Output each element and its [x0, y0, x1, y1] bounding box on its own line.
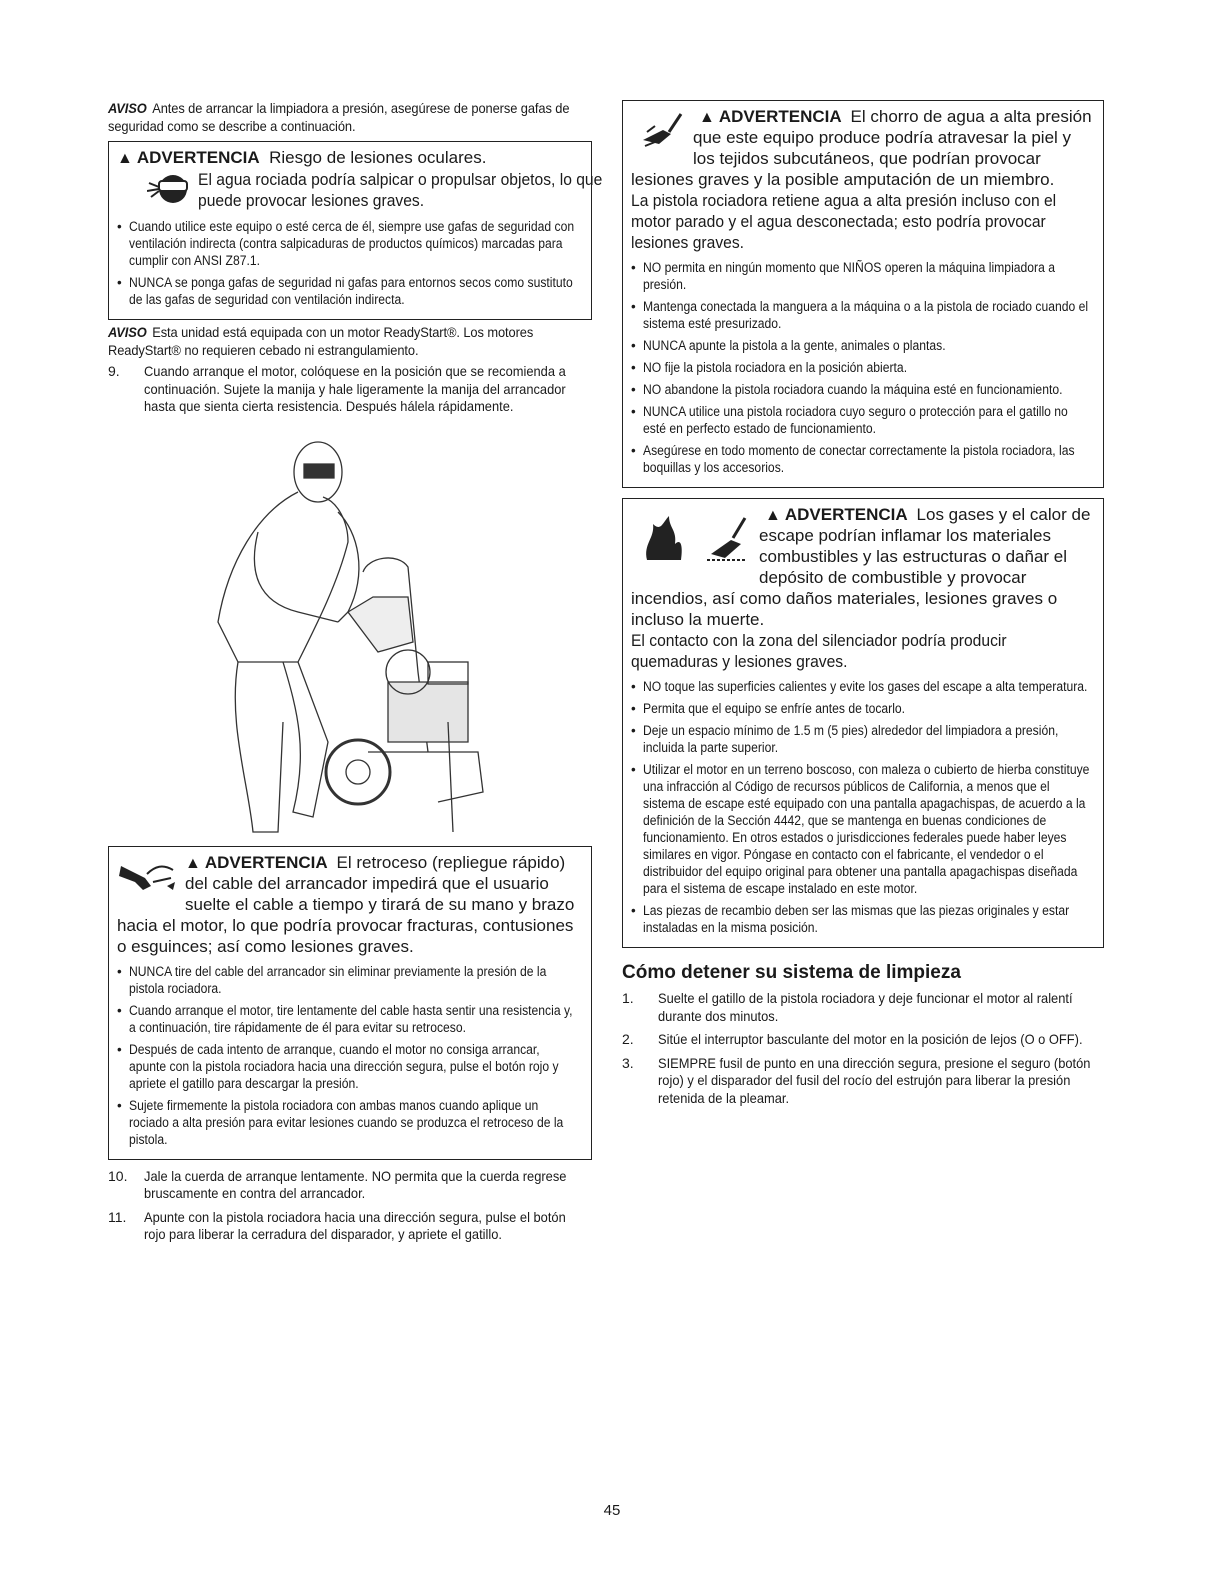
- list-item: • Después de cada intento de arranque, cuando el motor no consiga arrancar, apunte con la pistola rociadora hacia una dirección segura, pulse el botón rojo y apriete el gatillo para descargar la presión.: [117, 1041, 583, 1092]
- warning-title: ADVERTENCIA: [136, 148, 260, 167]
- list-item: 9. Cuando arranque el motor, colóquese en la posición que se recomienda a continuación. Sujete la manija y hale ligeramente la manija del arrancador hasta que sienta cierta resistencia. Después hálela rápidamente.: [108, 363, 566, 414]
- warning-box-eye-injury: [108, 141, 603, 320]
- warning-title: ADVERTENCIA: [204, 852, 328, 872]
- operator-starting-illustration: [108, 422, 592, 842]
- list-item: • Asegúrese en todo momento de conectar correctamente la pistola rociadora, las boquillas y los accesorios.: [631, 442, 1095, 476]
- aviso-goggles: [108, 100, 589, 135]
- aviso-label: AVISO: [108, 100, 147, 116]
- list-item: 10. Jale la cuerda de arranque lentamente. NO permita que la cuerda regrese bruscamente en contra del arrancador.: [108, 1167, 567, 1201]
- list-item: • NO toque las superficies calientes y evite los gases del escape a alta temperatura.: [631, 678, 1095, 695]
- warning-bullets: [631, 259, 1095, 476]
- aviso-label: AVISO: [108, 324, 147, 340]
- warning-triangle-icon: ▲: [185, 854, 201, 872]
- warning-triangle-icon: ▲: [699, 109, 715, 126]
- warning-body: El chorro de agua a alta presión que este equipo produce podría atravesar la piel y los tejidos subcutáneos, que podrían provocar lesiones graves y la posible amputación de un miembro.: [631, 107, 1092, 189]
- injection-hazard-icon: [641, 112, 685, 157]
- list-item: 1. Suelte el gatillo de la pistola rociadora y deje funcionar el motor al ralentí durante dos minutos.: [622, 990, 1073, 1024]
- list-item: • Las piezas de recambio deben ser las mismas que las piezas originales y estar instaladas en la misma posición.: [631, 902, 1095, 936]
- list-item: • Deje un espacio mínimo de 1.5 m (5 pies) alrededor del limpiadora a presión, incluida la parte superior.: [631, 722, 1095, 756]
- warning-title: ADVERTENCIA: [784, 505, 908, 524]
- left-column: [108, 100, 603, 1250]
- step-list: [108, 1168, 592, 1244]
- list-item: • NUNCA tire del cable del arrancador sin eliminar previamente la presión de la pistola rociadora.: [117, 963, 583, 997]
- hand-pull-icon: [117, 856, 177, 901]
- warning-triangle-icon: ▲: [117, 150, 133, 167]
- aviso-text: Esta unidad está equipada con un motor ReadyStart®. Los motores ReadyStart® no requieren cebado ni estrangulamiento.: [108, 324, 534, 358]
- warning-box-exhaust: [622, 498, 1104, 948]
- section-title: Cómo detener su sistema de limpieza: [622, 962, 961, 983]
- warning-box-high-pressure: [622, 100, 1104, 488]
- list-item: • Cuando utilice este equipo o esté cerca de él, siempre use gafas de seguridad con ventilación indirecta (contra salpicaduras de productos químicos) marcadas para cumplir con ANSI Z87.1.: [117, 218, 583, 269]
- right-column: [622, 100, 1104, 1113]
- aviso-readystart: [108, 324, 589, 359]
- warning-box-kickback: [108, 846, 592, 1160]
- aviso-text: Antes de arrancar la limpiadora a presión, asegúrese de ponerse gafas de seguridad como se describe a continuación.: [108, 100, 570, 134]
- list-item: • NUNCA apunte la pistola a la gente, animales o plantas.: [631, 337, 1095, 354]
- fire-and-burn-icons: [641, 514, 751, 569]
- list-item: 2. Sitúe el interruptor basculante del motor en la posición de lejos (O o OFF).: [622, 1031, 1083, 1047]
- goggles-icon: [147, 171, 191, 212]
- warning-headline: Riesgo de lesiones oculares.: [269, 148, 487, 167]
- step-list: [108, 363, 592, 416]
- page-number: 45: [603, 1502, 621, 1519]
- warning-body: El retroceso (repliegue rápido) del cable del arrancador impedirá que el usuario suelte el cable a tiempo y tirará de su mano y brazo hacia el motor, lo que podría provocar fracturas, contusiones o esguinces; así como lesiones graves.: [117, 852, 575, 956]
- warning-body: Los gases y el calor de escape podrían inflamar los materiales combustibles y las estructuras o dañar el depósito de combustible y provocar incendios, así como daños materiales, lesiones graves o incluso la muerte.: [631, 505, 1091, 629]
- list-item: • NUNCA se ponga gafas de seguridad ni gafas para entornos secos como sustituto de las gafas de seguridad con ventilación indirecta.: [117, 274, 583, 308]
- warning-bullets: [117, 963, 583, 1148]
- warning-triangle-icon: ▲: [765, 507, 781, 524]
- warning-body-2: La pistola rociadora retiene agua a alta presión incluso con el motor parado y el agua desconectada; esto podría provocar lesiones graves.: [631, 191, 1057, 252]
- warning-title: ADVERTENCIA: [718, 107, 842, 126]
- list-item: • Mantenga conectada la manguera a la máquina o a la pistola de rociado cuando el sistema esté presurizado.: [631, 298, 1095, 332]
- list-item: • Permita que el equipo se enfríe antes de tocarlo.: [631, 700, 1095, 717]
- stop-steps-list: [622, 990, 1104, 1107]
- list-item: • Utilizar el motor en un terreno boscoso, con maleza o cubierto de hierba constituye una infracción al Código de recursos públicos de California, a menos que el sistema de escape esté equipado con una pantalla apagachispas, de acuerdo a la definición de la Sección 4442, que se mantenga en buenas condiciones de funcionamiento. En otros estados o jurisdicciones federales puede haber leyes similares en vigor. Póngase en contacto con el fabricante, el vendedor o el distribuidor del equipo original para obtener una pantalla apagachispas diseñada para el sistema de escape instalado en este motor.: [631, 761, 1095, 897]
- warning-bullets: [631, 678, 1095, 936]
- list-item: • Sujete firmemente la pistola rociadora con ambas manos cuando aplique un rociado a alta presión para evitar lesiones cuando se produzca el retroceso de la pistola.: [117, 1097, 583, 1148]
- warning-body: El agua rociada podría salpicar o propulsar objetos, lo que puede provocar lesiones graves.: [198, 170, 603, 210]
- list-item: 11. Apunte con la pistola rociadora hacia una dirección segura, pulse el botón rojo para liberar la cerradura del disparador, y apriete el gatillo.: [108, 1208, 566, 1242]
- list-item: • NO fije la pistola rociadora en la posición abierta.: [631, 359, 1095, 376]
- warning-bullets: [117, 218, 583, 308]
- list-item: • NO permita en ningún momento que NIÑOS operen la máquina limpiadora a presión.: [631, 259, 1095, 293]
- list-item: • NUNCA utilice una pistola rociadora cuyo seguro o protección para el gatillo no esté en perfecto estado de funcionamiento.: [631, 403, 1095, 437]
- list-item: • NO abandone la pistola rociadora cuando la máquina esté en funcionamiento.: [631, 381, 1095, 398]
- list-item: 3. SIEMPRE fusil de punto en una dirección segura, presione el seguro (botón rojo) y el disparador del fusil del rocío del estrujón para liberar la presión retenida de la pleamar.: [622, 1054, 1091, 1106]
- list-item: • Cuando arranque el motor, tire lentamente del cable hasta sentir una resistencia y, a continuación, tire rápidamente de él para evitar su retroceso.: [117, 1002, 583, 1036]
- warning-body-2: El contacto con la zona del silenciador podría producir quemaduras y lesiones graves.: [631, 631, 1007, 671]
